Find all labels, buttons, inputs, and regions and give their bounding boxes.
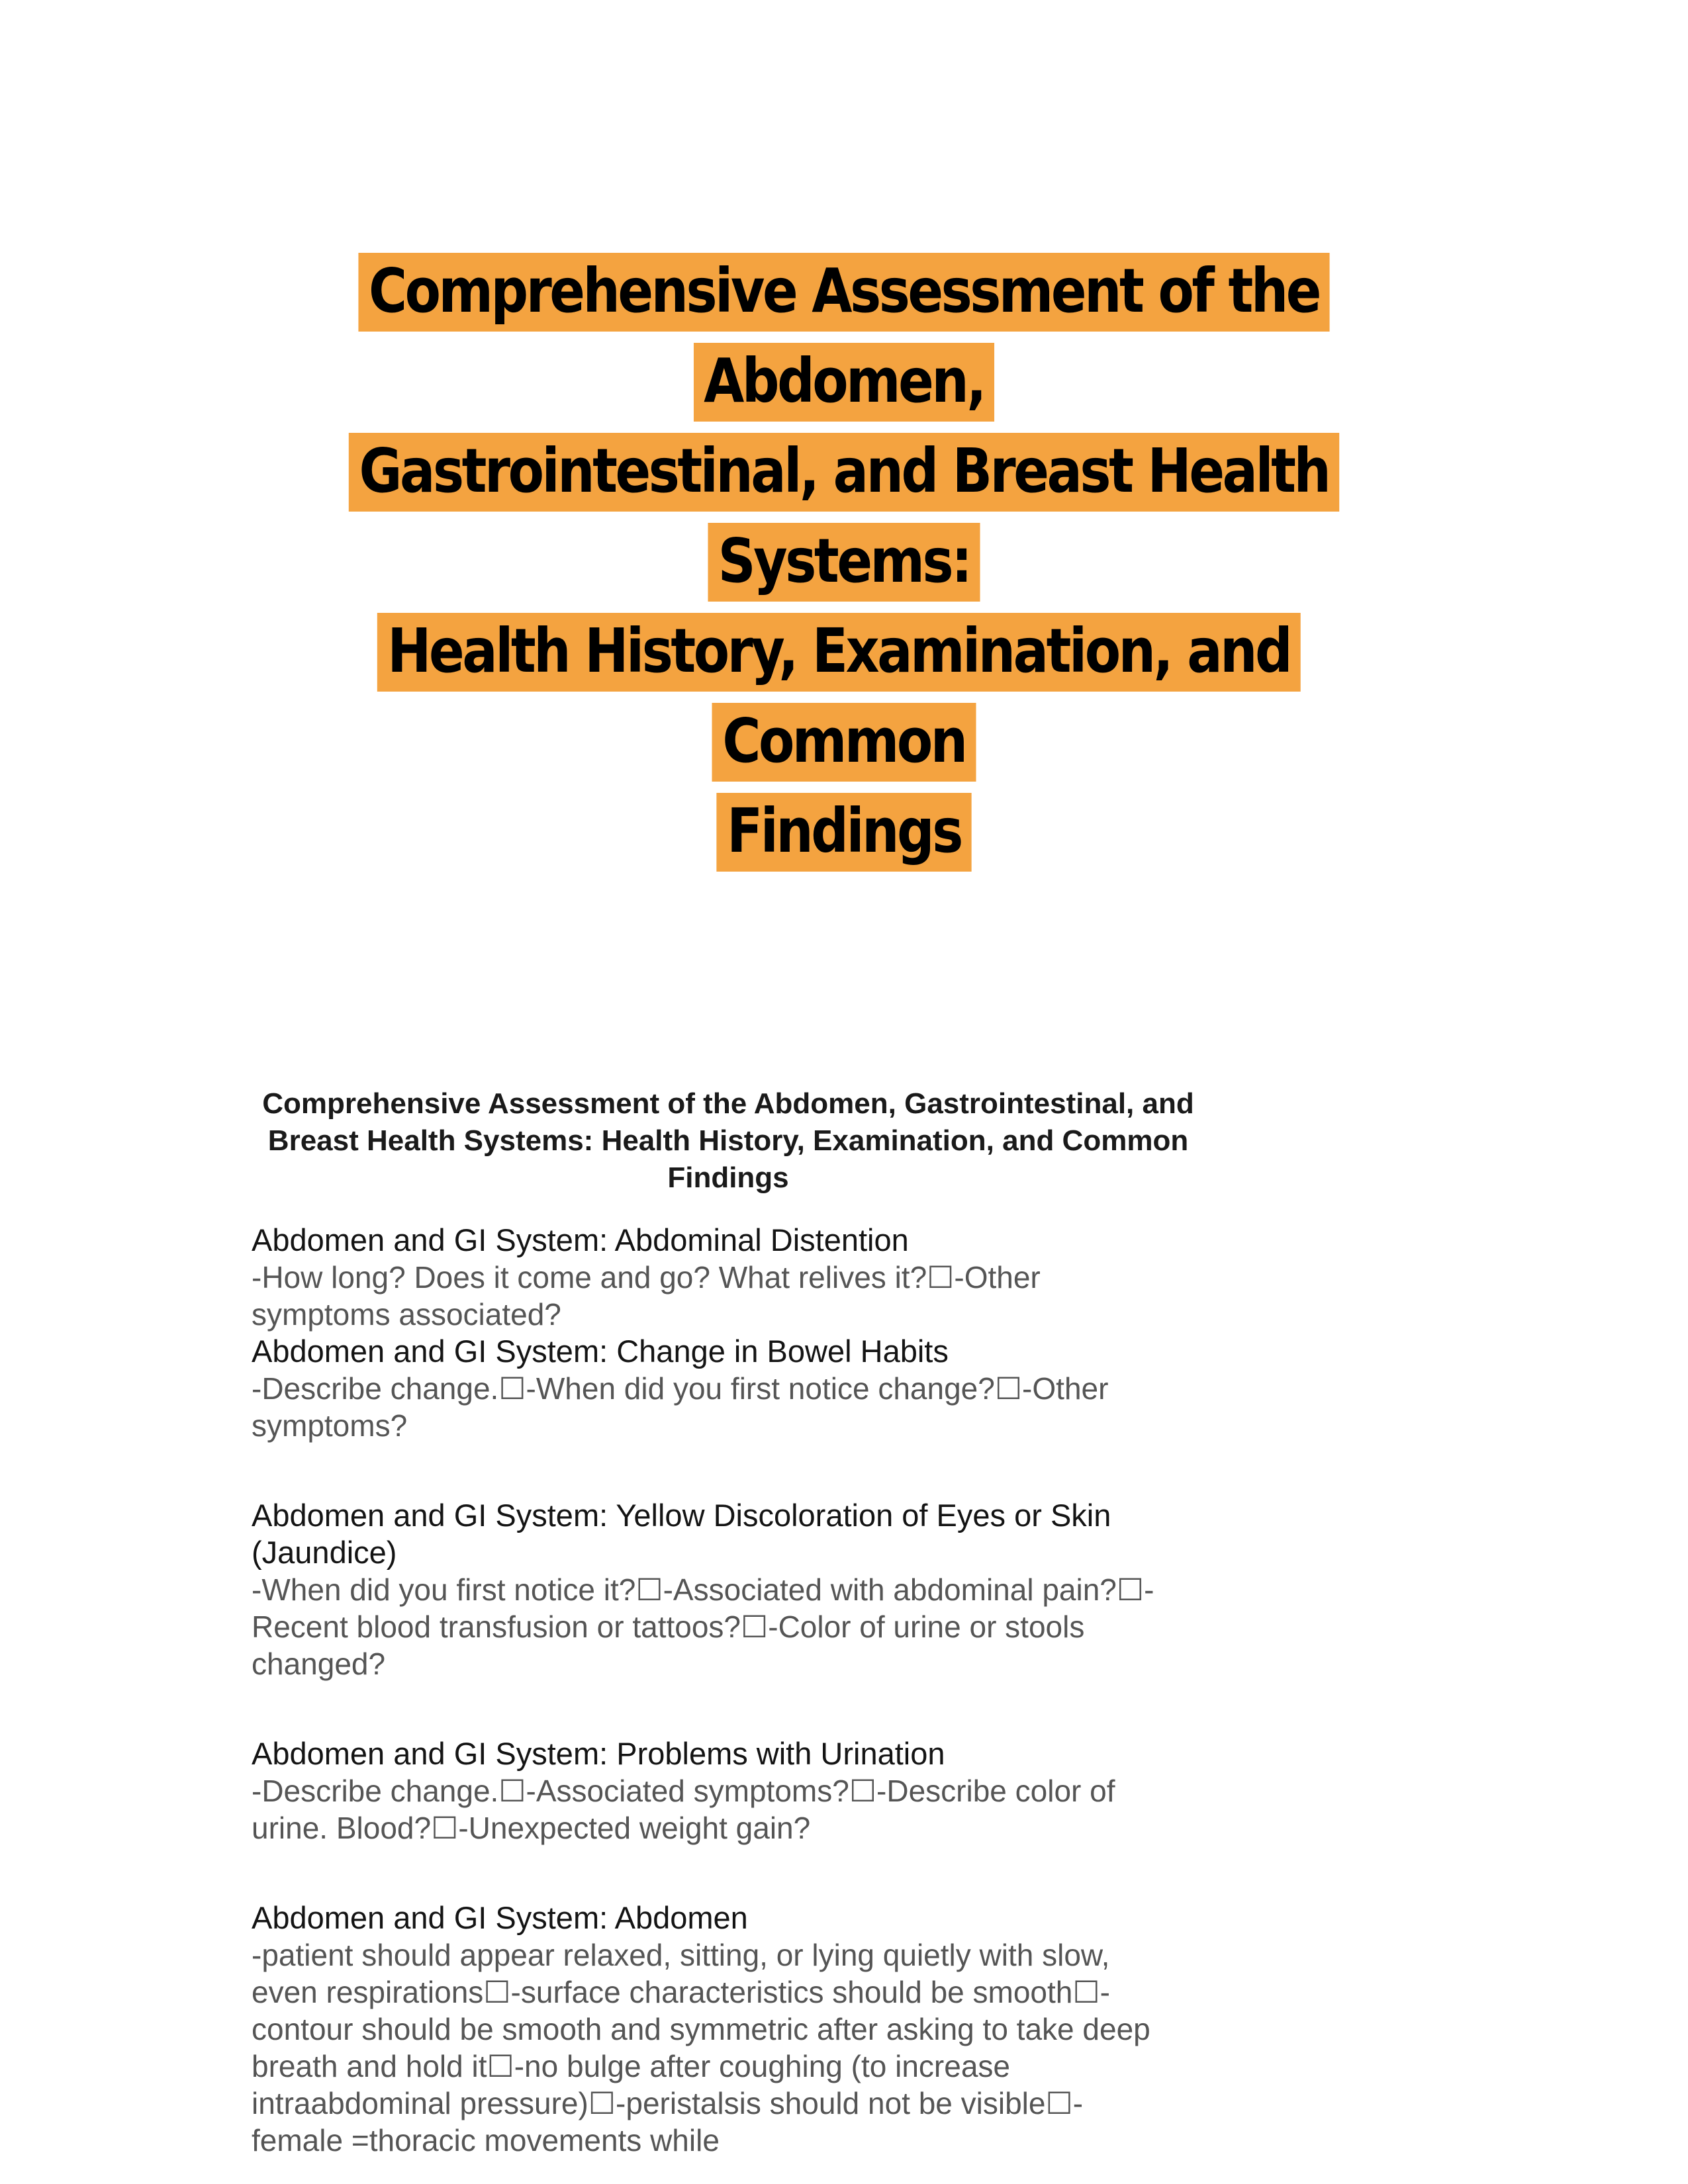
- section-heading: Abdomen and GI System: Change in Bowel Habits: [252, 1334, 949, 1369]
- section-heading: Abdomen and GI System: Abdomen: [252, 1900, 748, 1935]
- section-jaundice: [252, 1497, 1205, 1682]
- section-heading: Abdomen and GI System: Yellow Discoloration of Eyes or Skin (Jaundice): [252, 1498, 1111, 1570]
- section-bowel-habits: [252, 1333, 1205, 1444]
- section-body: -When did you first notice it?☐-Associated with abdominal pain?☐-Recent blood transfusion or tattoos?☐-Color of urine or stools changed?: [252, 1572, 1154, 1681]
- section-body: -patient should appear relaxed, sitting, or lying quietly with slow, even respirations☐-surface characteristics should be smooth☐-contour should be smooth and symmetric after asking to take deep breath and hold it☐-no bulge after coughing (to increase intraabdominal pressure)☐-peristalsis should not be visible☐-female =thoracic movements while: [252, 1938, 1150, 2158]
- cover-title: [255, 246, 1433, 876]
- cover-title-line-1: Comprehensive Assessment of the Abdomen,: [358, 253, 1329, 422]
- section-heading: Abdomen and GI System: Problems with Urination: [252, 1736, 945, 1771]
- section-body: -Describe change.☐-When did you first notice change?☐-Other symptoms?: [252, 1371, 1109, 1443]
- section-heading: Abdomen and GI System: Abdominal Distention: [252, 1222, 909, 1257]
- section-urination: [252, 1735, 1205, 1846]
- section-body: -Describe change.☐-Associated symptoms?☐-Describe color of urine. Blood?☐-Unexpected weight gain?: [252, 1774, 1115, 1845]
- cover-title-line-2: Gastrointestinal, and Breast Health Systems:: [349, 433, 1339, 602]
- section-abdominal-distention: [252, 1222, 1205, 1333]
- document-title: Comprehensive Assessment of the Abdomen, Gastrointestinal, and Breast Health Systems: Health History, Examination, and Common Findings: [262, 1087, 1194, 1194]
- section-body: -How long? Does it come and go? What relives it?☐-Other symptoms associated?: [252, 1260, 1041, 1332]
- cover-title-line-3: Health History, Examination, and Common: [377, 613, 1301, 782]
- section-abdomen: [252, 1899, 1205, 2159]
- document-scan: [252, 1085, 1205, 2159]
- cover-title-line-4: Findings: [717, 793, 972, 872]
